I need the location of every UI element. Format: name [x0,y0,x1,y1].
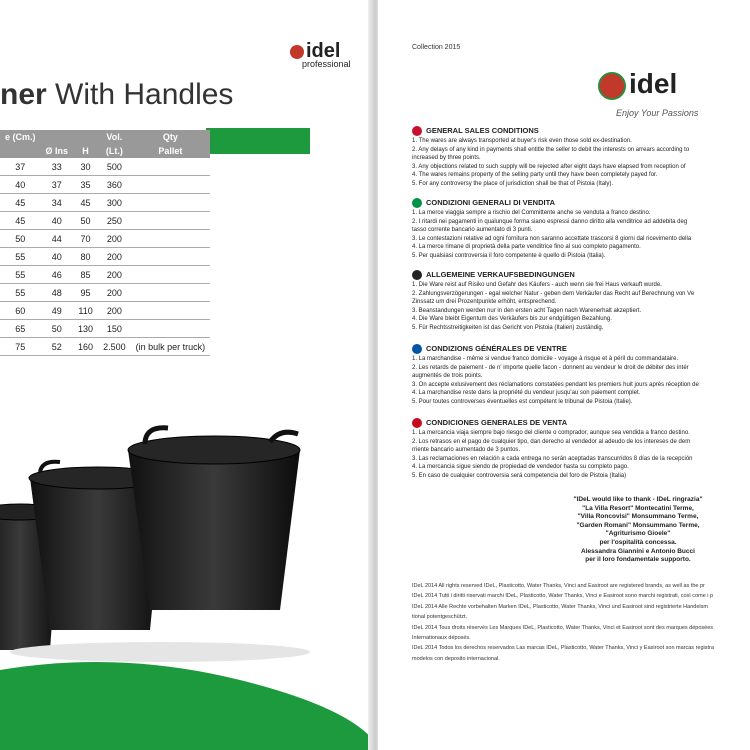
es-flag-icon [412,418,422,428]
uk-flag-icon [412,126,422,136]
section-heading [412,198,750,208]
table-header-top [0,130,210,144]
rights-line: IDeL 2014 Tous droits réservés Les Marques IDeL, Plasticotto, Water Thanks, Vinci et Easiroot sont des marques déposées [412,624,714,631]
col-header: H [73,144,98,158]
col-header: e (Cm.) [0,130,41,144]
table-note [131,158,211,176]
table-cell: 85 [73,266,98,284]
table-cell: 110 [73,302,98,320]
table-note [131,284,211,302]
table-note: (in bulk per truck) [131,338,211,356]
table-row [0,284,210,302]
col-header [73,130,98,144]
right-page [378,0,750,750]
left-page [0,0,372,750]
table-cell: 40 [0,176,41,194]
large-pot [128,450,300,610]
table-cell: 30 [73,158,98,176]
idel-house-icon [598,72,626,100]
table-cell: 200 [98,266,131,284]
table-cell: 33 [41,158,74,176]
col-header: Ø Ins [41,144,74,158]
table-cell: 300 [98,194,131,212]
table-row [0,302,210,320]
title-bold: ner [0,78,47,111]
condition-line: 3. Beanstandungen werden nur in den ersten acht Tagen nach Warenerhalt akzeptiert. [412,307,642,314]
table-note [131,194,211,212]
table-cell: 45 [0,212,41,230]
table-cell: 200 [98,284,131,302]
condition-line: 5. Per qualsiasi controversia il foro competente è quello di Pistoia (Italia). [412,252,606,259]
tagline: Enjoy Your Passions [616,108,699,118]
condition-line: 1. The wares are always transported at buyer's risk even those sold ex-destination. [412,138,632,144]
table-cell: 55 [0,284,41,302]
section-title: CONDIZIONS GÉNÉRALES DE VENTRE [426,343,567,353]
section-heading [412,270,750,280]
condition-line: 5. Für Rechtsstreitigkeiten ist das Gericht von Pistoia (Italien) zuständig. [412,324,604,331]
rights-line: IDeL 2014 Alle Rechte vorbehalten Marken IDeL, Plasticotto, Water Thanks, Vinci und Easiroot sind registrierte Handelsm [412,603,708,610]
logo-brand: idel [629,68,678,99]
table-cell: 60 [0,302,41,320]
col-header: Vol. [98,130,131,144]
table-row [0,212,210,230]
table-cell: 40 [41,248,74,266]
condition-line: augmentés de trois points. [412,373,483,380]
rights-line: IDeL 2014 Todos los derechos reservados Las marcas IDeL, Plasticotto, Water Thanks, Vinci y Easiroot son marcas registra [412,645,714,652]
rights-line: IDeL 2014 All rights reserved IDeL, Plasticotto, Water Thanks, Vinci and Easiroot are registered brands, as well as the pr [412,583,705,589]
rights-line: modelos con deposito internacional. [412,655,500,662]
table-cell: 65 [0,320,41,338]
condition-line: 2. I ritardi nei pagamenti in qualunque forma siano espressi danno diritto alla venditrice ad addebita deg [412,218,688,225]
idel-logo [598,68,677,100]
condition-line: 1. La merce viaggia sempre a rischio del Committente anche se venduta a franco destino. [412,210,651,216]
table-note [131,230,211,248]
condition-line: 4. Die Ware bleibt Eigentum des Verkäufers bis zur endgültigen Bezahlung. [412,316,612,323]
table-cell: 2.500 [98,338,131,356]
table-cell: 55 [0,248,41,266]
table-cell: 37 [41,176,74,194]
rights-line: IDeL 2014 Tutti i diritti riservati marchi IDeL, Plasticotto, Water Thanks, Vinci e Easiroot sono marchi registrati, così come i p [412,593,714,600]
col-header: (Lt.) [98,144,131,158]
table-cell: 75 [0,338,41,356]
table-cell: 250 [98,212,131,230]
table-header-bottom [0,144,210,158]
section-heading [412,418,750,428]
col-header: Qty [131,130,211,144]
condition-line: Zinssatz um drei Prozentpunkte erhöht, entsprechend. [412,299,557,306]
rights-block [412,583,750,666]
table-cell: 49 [41,302,74,320]
condition-line: 5. En caso de cualquier controversia será competencia del foro de Pistoia (Italia) [412,472,627,479]
condition-line: 4. La merce rimane di proprietà della parte venditrice fino al suo completo pagamento. [412,244,641,251]
condition-line: 2. Los retrasos en el pago de cualquier tipo, dan derecho al vendedor al adeudo de los intereses de dem [412,438,691,445]
table-cell: 34 [41,194,74,212]
table-cell: 95 [73,284,98,302]
rights-line: Internationaux déposés. [412,635,471,642]
table-cell: 44 [41,230,74,248]
condition-line: 4. The wares remains property of the selling party until they have been completely payed for. [412,172,658,179]
table-row [0,230,210,248]
table-cell: 80 [73,248,98,266]
table-cell: 48 [41,284,74,302]
green-accent-bar [206,128,310,154]
condition-line: 3. Las reclamaciones en relación a cada entrega no serán aceptadas transcurridos 8 días de la recepción [412,455,693,462]
condition-line: 4. La marchandise reste dans la propriété du vendeur jusqu'au son paiement complet. [412,390,641,397]
section-title: GENERAL SALES CONDITIONS [426,125,539,135]
idel-professional-logo [290,40,351,69]
conditions-section [412,126,750,189]
conditions-section [412,270,750,333]
logo-sub: professional [302,59,351,69]
table-cell: 360 [98,176,131,194]
table-note [131,320,211,338]
condition-line: 3. On accepte exlusivement des réclamations constatées pendant les premiers huit jours après réception de [412,381,699,388]
thanks-line: "Agriturismo Gioele" [605,530,671,538]
table-cell: 50 [73,212,98,230]
table-cell: 500 [98,158,131,176]
condition-line: 2. Les retards de paiement - de n' importe quelle facon - donnent au vendeur le droit de débiter des intér [412,364,689,371]
table-note [131,212,211,230]
table-note [131,266,211,284]
condition-line: 3. Any objections related to such supply will be rejected after eight days have elapsed from reception of [412,163,686,170]
table-row [0,248,210,266]
table-cell: 45 [73,194,98,212]
thanks-line: "La Villa Resort" Montecatini Terme, [582,504,694,512]
table-cell: 50 [0,230,41,248]
table-cell: 160 [73,338,98,356]
table-row [0,176,210,194]
table-note [131,302,211,320]
condition-line: 4. La mercancia sigue siendo de propiedad de vendedor hasta su completo pago. [412,464,629,471]
table-row [0,266,210,284]
condition-line: tasso corrente bancario aumentato di 3 punti. [412,227,533,234]
thanks-line: per il loro fondamentale supporto. [585,556,691,564]
table-cell: 200 [98,230,131,248]
section-title: ALLGEMEINE VERKAUFSBEDINGUNGEN [426,269,575,279]
table-row [0,158,210,176]
page-title [0,78,233,112]
condition-line: rriente bancario aumentado de 3 puntos. [412,447,521,454]
condition-line: 1. La marchandise - même si vendue franco domicile - voyage à risque et à péril du commandataire. [412,356,679,362]
spec-table [0,130,210,356]
table-row [0,194,210,212]
conditions-section [412,198,750,261]
col-header [41,130,74,144]
condition-line: 3. Le contestazioni relative ad ogni fornitura non saranno accettate trascorsi 8 giorni dal ricevimento della [412,235,692,242]
rights-line: tional potentgeschützt. [412,614,468,621]
section-heading [412,344,750,354]
col-header [0,144,41,158]
section-title: CONDIZIONI GENERALI DI VENDITA [426,197,556,207]
de-flag-icon [412,270,422,280]
condition-line: 5. For any controversy the place of jurisdiction shall be that of Pistoia (Italy). [412,180,614,187]
thanks-line: per l'ospitalità concessa. [599,538,677,546]
condition-line: 1. Die Ware reist auf Risiko und Gefahr des Käufers - auch wenn sie frei Haus verkauft wurde. [412,282,662,288]
pots-photo [0,420,310,670]
condition-line: 5. Pour toutes controverses éventuelles est compétent le tribunal de Pistoia (Italie). [412,398,633,405]
table-cell: 35 [73,176,98,194]
table-cell: 130 [73,320,98,338]
green-wave [0,660,372,750]
title-rest: With Handles [46,78,234,111]
condition-line: 1. La mercancia viaja siempre bajo riesgo del cliente o comprador, aunque sea vendida a franco destino. [412,430,690,436]
table-cell: 55 [0,266,41,284]
table-cell: 40 [41,212,74,230]
condition-line: 2. Any delays of any kind in payments shall entitle the seller to debit the interests on arrears according to [412,146,690,153]
thanks-line: "Villa Roncovisi" Monsummano Terme, [577,513,699,521]
table-cell: 50 [41,320,74,338]
table-row [0,320,210,338]
table-cell: 200 [98,248,131,266]
condition-line: increased by three points. [412,155,481,162]
table-cell: 52 [41,338,74,356]
conditions-section [412,344,750,407]
table-cell: 200 [98,302,131,320]
fr-flag-icon [412,344,422,354]
table-cell: 45 [0,194,41,212]
table-note [131,176,211,194]
table-cell: 150 [98,320,131,338]
it-flag-icon [412,198,422,208]
conditions-section [412,418,750,481]
section-heading [412,126,750,136]
thanks-line: "Garden Romani" Monsummano Terme, [576,521,700,529]
thanks-line: "IDeL would like to thank - IDeL ringrazia" [573,496,703,503]
table-note [131,248,211,266]
thanks-line: Alessandra Giannini e Antonio Bucci [581,547,695,555]
table-row [0,338,210,356]
spec-table-body [0,158,210,356]
condition-line: 2. Zahlungsverzögerungen - egal welcher Natur - geben dem Verkäufer das Recht auf Berechnung von Ve [412,290,695,297]
table-cell: 46 [41,266,74,284]
table-cell: 37 [0,158,41,176]
logo-brand: idel [306,40,341,62]
thanks-block [538,496,738,565]
table-cell: 70 [73,230,98,248]
section-title: CONDICIONES GENERALES DE VENTA [426,417,568,427]
col-header: Pallet [131,144,211,158]
collection-label: Collection 2015 [412,44,461,51]
idel-mark-icon [290,45,304,59]
